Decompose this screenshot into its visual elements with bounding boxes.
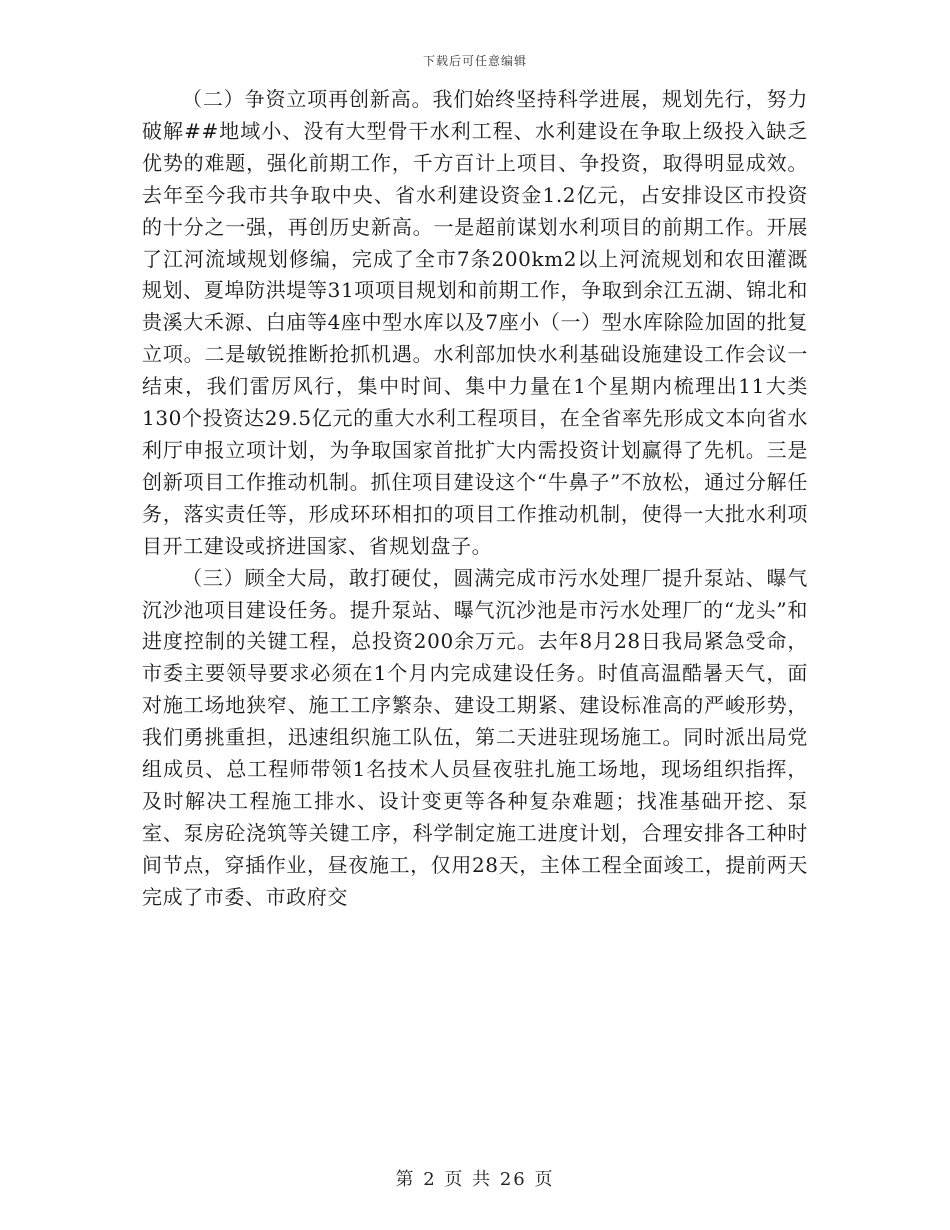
page-header-note: 下载后可任意编辑 xyxy=(422,54,527,68)
paragraph-funding-projects: （二）争资立项再创新高。我们始终坚持科学进展，规划先行，努力破解##地域小、没有大型骨干水利工程、水利建设在争取上级投入缺乏优势的难题，强化前期工作，千方百计上项目、争投资，取得明显成效。去年至今我市共争取中央、省水利建设资金1.2亿元，占安排设区市投资的十分之一强，再创历史新高。一是超前谋划水利项目的前期工作。开展了江河流域规划修编，完成了全市7条200km2以上河流规划和农田灌溉规划、夏埠防洪堤等31项项目规划和前期工作，争取到余江五湖、锦北和贵溪大禾源、白庙等4座中型水库以及7座小（一）型水库除险加固的批复立项。二是敏锐推断抢抓机遇。水利部加快水利基础设施建设工作会议一结束，我们雷厉风行，集中时间、集中力量在1个星期内梳理出11大类130个投资达29.5亿元的重大水利工程项目，在全省率先形成文本向省水利厅申报立项计划，为争取国家首批扩大内需投资计划赢得了先机。三是创新项目工作推动机制。抓住项目建设这个“牛鼻子”不放松，通过分解任务，落实责任等，形成环环相扣的项目工作推动机制，使得一大批水利项目开工建设或挤进国家、省规划盘子。 xyxy=(142,87,808,558)
paragraph-sewage-plant: （三）顾全大局，敢打硬仗，圆满完成市污水处理厂提升泵站、曝气沉沙池项目建设任务。提升泵站、曝气沉沙池是市污水处理厂的“龙头”和进度控制的关键工程，总投资200余万元。去年8月28日我局紧急受命，市委主要领导要求必须在1个月内完成建设任务。时值高温酷暑天气，面对施工场地狭窄、施工工序繁杂、建设工期紧、建设标准高的严峻形势，我们勇挑重担，迅速组织施工队伍，第二天进驻现场施工。同时派出局党组成员、总工程师带领1名技术人员昼夜驻扎施工场地，现场组织指挥，及时解决工程施工排水、设计变更等各种复杂难题；找准基础开挖、泵室、泵房砼浇筑等关键工序，科学制定施工进度计划，合理安排各工种时间节点，穿插作业，昼夜施工，仅用28天，主体工程全面竣工，提前两天完成了市委、市政府交 xyxy=(142,565,808,909)
page-number: 第 2 页 共 26 页 xyxy=(395,1169,555,1190)
document-body xyxy=(142,84,808,914)
